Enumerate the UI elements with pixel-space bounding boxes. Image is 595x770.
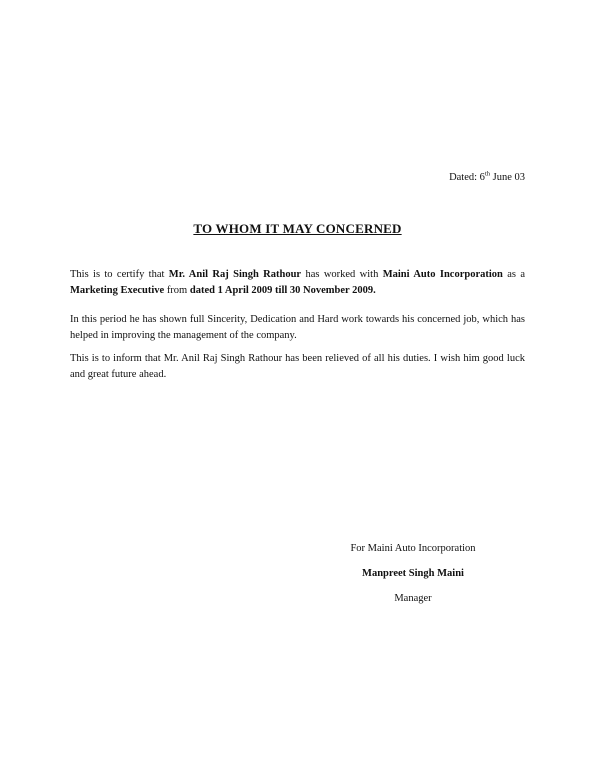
signature-organization: For Maini Auto Incorporation (350, 543, 476, 554)
p1-text-1: This is to certify that (70, 269, 169, 280)
date-prefix: Dated: 6 (449, 172, 485, 183)
employment-period: dated 1 April 2009 till 30 November 2009. (189, 285, 376, 296)
job-title: Marketing Executive (70, 285, 165, 296)
letter-title: TO WHOM IT MAY CONCERNED (193, 221, 402, 236)
date-ordinal-suffix: th (484, 170, 490, 178)
date-line (449, 172, 525, 183)
signatory-designation: Manager (394, 593, 432, 604)
certification-paragraph (70, 267, 525, 299)
performance-paragraph: In this period he has shown full Sincerity, Dedication and Hard work towards his concerned job, which has helped in improving the management of the company. (70, 314, 525, 341)
company-name: Maini Auto Incorporation (382, 269, 503, 280)
p1-text-3: as a (502, 269, 525, 280)
relieving-paragraph: This is to inform that Mr. Anil Raj Singh Rathour has been relieved of all his duties. I wish him good luck and great future ahead. (70, 353, 525, 380)
p1-text-2: has worked with (301, 269, 383, 280)
p1-text-4: from (164, 285, 190, 296)
employee-name: Mr. Anil Raj Singh Rathour (168, 269, 302, 280)
date-suffix: June 03 (490, 172, 525, 183)
signatory-name: Manpreet Singh Maini (362, 568, 464, 579)
